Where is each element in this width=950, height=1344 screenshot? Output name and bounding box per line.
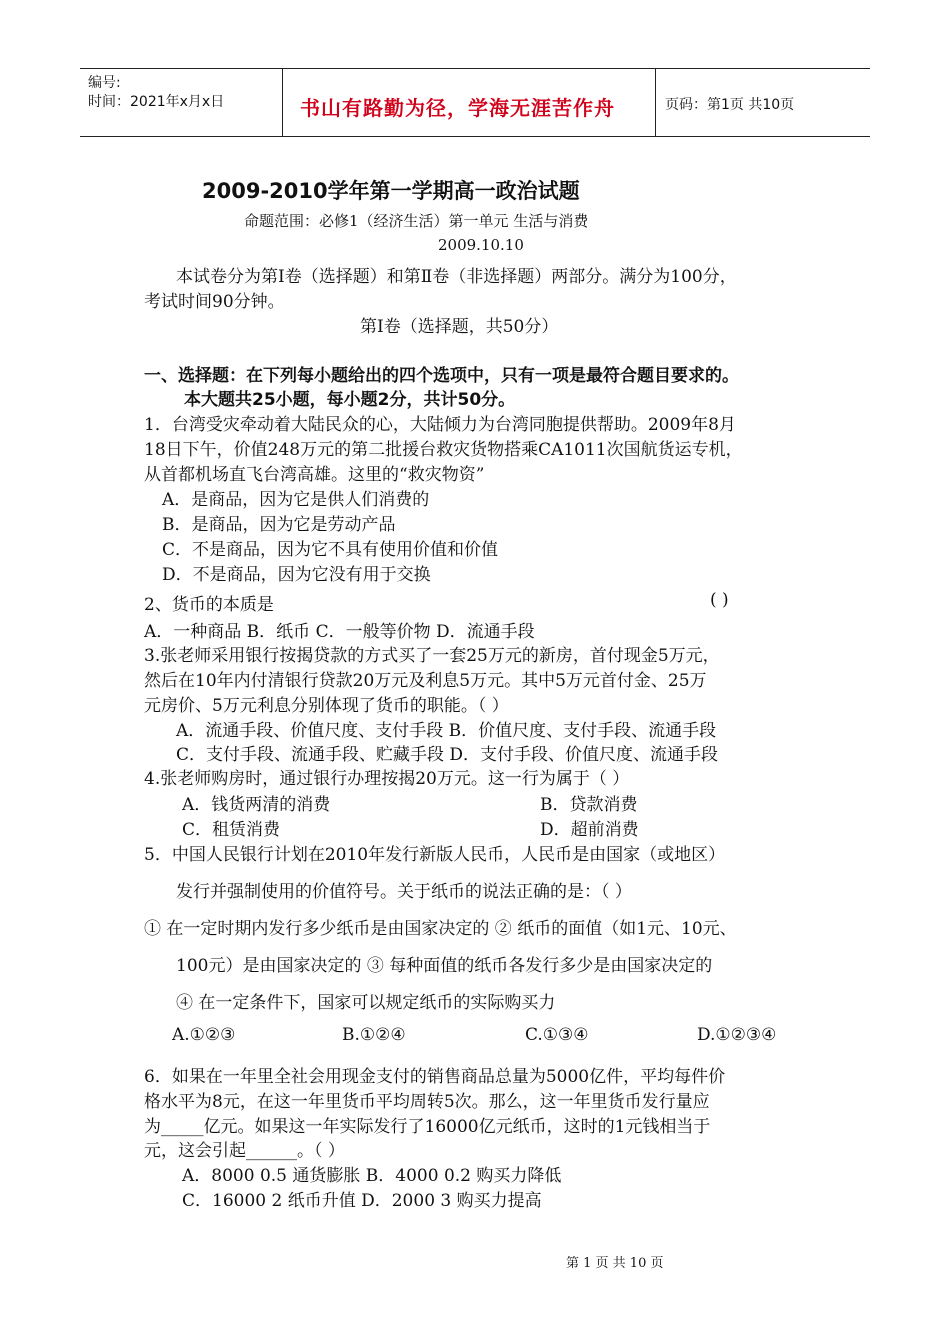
q5-item-line-2: 100元）是由国家决定的 ③ 每种面值的纸币各发行多少是由国家决定的 (176, 956, 713, 976)
q3-stem-line-2: 然后在10年内付清银行贷款20万元及利息5万元。其中5万元首付金、25万 (144, 671, 707, 691)
q4-stem: 4.张老师购房时，通过银行办理按揭20万元。这一行为属于（ ） (144, 769, 630, 789)
q4-option-d: D．超前消费 (540, 820, 639, 840)
q1-option-b: B．是商品，因为它是劳动产品 (162, 515, 396, 535)
intro-line-2: 考试时间90分钟。 (144, 292, 285, 312)
header-top-rule (80, 68, 870, 69)
q1-stem-line-1: 1．台湾受灾牵动着大陆民众的心，大陆倾力为台湾同胞提供帮助。2009年8月 (144, 415, 736, 435)
q3-stem-line-3: 元房价、5万元利息分别体现了货币的职能。（ ） (144, 696, 509, 716)
header-divider-right (655, 68, 656, 136)
q5-option-a: A.①②③ (172, 1025, 236, 1045)
page-footer: 第 1 页 共 10 页 (566, 1256, 664, 1271)
q2-stem: 2、货币的本质是 (144, 595, 274, 615)
header-divider-left (282, 68, 283, 136)
header-motto: 书山有路勤为径，学海无涯苦作舟 (300, 96, 615, 120)
q5-option-b: B.①②④ (342, 1025, 406, 1045)
section-title-line-1: 一、选择题：在下列每小题给出的四个选项中，只有一项是最符合题目要求的。 (144, 366, 739, 386)
intro-line-1: 本试卷分为第Ⅰ卷（选择题）和第Ⅱ卷（非选择题）两部分。满分为100分， (176, 267, 737, 287)
q4-option-b: B．贷款消费 (540, 795, 638, 815)
header-bottom-rule (80, 136, 870, 137)
q3-stem-line-1: 3.张老师采用银行按揭贷款的方式买了一套25万元的新房，首付现金5万元， (144, 646, 720, 666)
header-page-label: 页码：第1页 共10页 (665, 97, 795, 113)
q1-option-d: D．不是商品，因为它没有用于交换 (162, 565, 431, 585)
q6-stem-line-3: 为_____亿元。如果这一年实际发行了16000亿元纸币，这时的1元钱相当于 (144, 1117, 711, 1137)
q6-stem-line-1: 6．如果在一年里全社会用现金支付的销售商品总量为5000亿件，平均每件价 (144, 1067, 726, 1087)
section-title-line-2: 本大题共25小题，每小题2分，共计50分。 (184, 390, 516, 410)
q1-option-c: C．不是商品，因为它不具有使用价值和价值 (162, 540, 499, 560)
page-title: 2009-2010学年第一学期高一政治试题 (202, 179, 580, 203)
header-time-label: 时间：2021年x月x日 (88, 94, 225, 110)
q4-option-c: C．租赁消费 (182, 820, 281, 840)
q6-stem-line-2: 格水平为8元，在这一年里货币平均周转5次。那么，这一年里货币发行量应 (144, 1092, 710, 1112)
q3-options-line-1: A．流通手段、价值尺度、支付手段 B．价值尺度、支付手段、流通手段 (176, 721, 717, 741)
q1-stem-line-2: 18日下午，价值248万元的第二批援台救灾货物搭乘CA1011次国航货运专机， (144, 440, 743, 460)
q5-stem-line-1: 5．中国人民银行计划在2010年发行新版人民币，人民币是由国家（或地区） (144, 845, 726, 865)
q5-stem-line-2: 发行并强制使用的价值符号。关于纸币的说法正确的是：（ ） (176, 882, 632, 902)
q6-options-line-1: A．8000 0.5 通货膨胀 B．4000 0.2 购买力降低 (182, 1166, 562, 1186)
q1-option-a: A．是商品，因为它是供人们消费的 (162, 490, 430, 510)
q2-options: A．一种商品 B．纸币 C．一般等价物 D．流通手段 (144, 622, 535, 642)
q5-item-line-1: ① 在一定时期内发行多少纸币是由国家决定的 ② 纸币的面值（如1元、10元、 (144, 919, 737, 939)
q4-option-a: A．钱货两清的消费 (182, 795, 331, 815)
q1-stem-line-3: 从首都机场直飞台湾高雄。这里的“救灾物资” (144, 465, 485, 485)
part1-title: 第Ⅰ卷（选择题，共50分） (360, 317, 559, 337)
q6-stem-line-4: 元，这会引起______。（ ） (144, 1141, 345, 1161)
q3-options-line-2: C．支付手段、流通手段、贮藏手段 D．支付手段、价值尺度、流通手段 (176, 745, 719, 765)
exam-scope: 命题范围：必修1（经济生活）第一单元 生活与消费 (244, 212, 589, 230)
q5-item-line-3: ④ 在一定条件下，国家可以规定纸币的实际购买力 (176, 993, 556, 1013)
q5-option-c: C.①③④ (525, 1025, 589, 1045)
exam-date: 2009.10.10 (438, 236, 524, 254)
q2-answer-blank: ( ) (710, 590, 729, 610)
q6-options-line-2: C．16000 2 纸币升值 D．2000 3 购买力提高 (182, 1191, 542, 1211)
q5-option-d: D.①②③④ (697, 1025, 777, 1045)
header-number-label: 编号: (88, 75, 121, 91)
